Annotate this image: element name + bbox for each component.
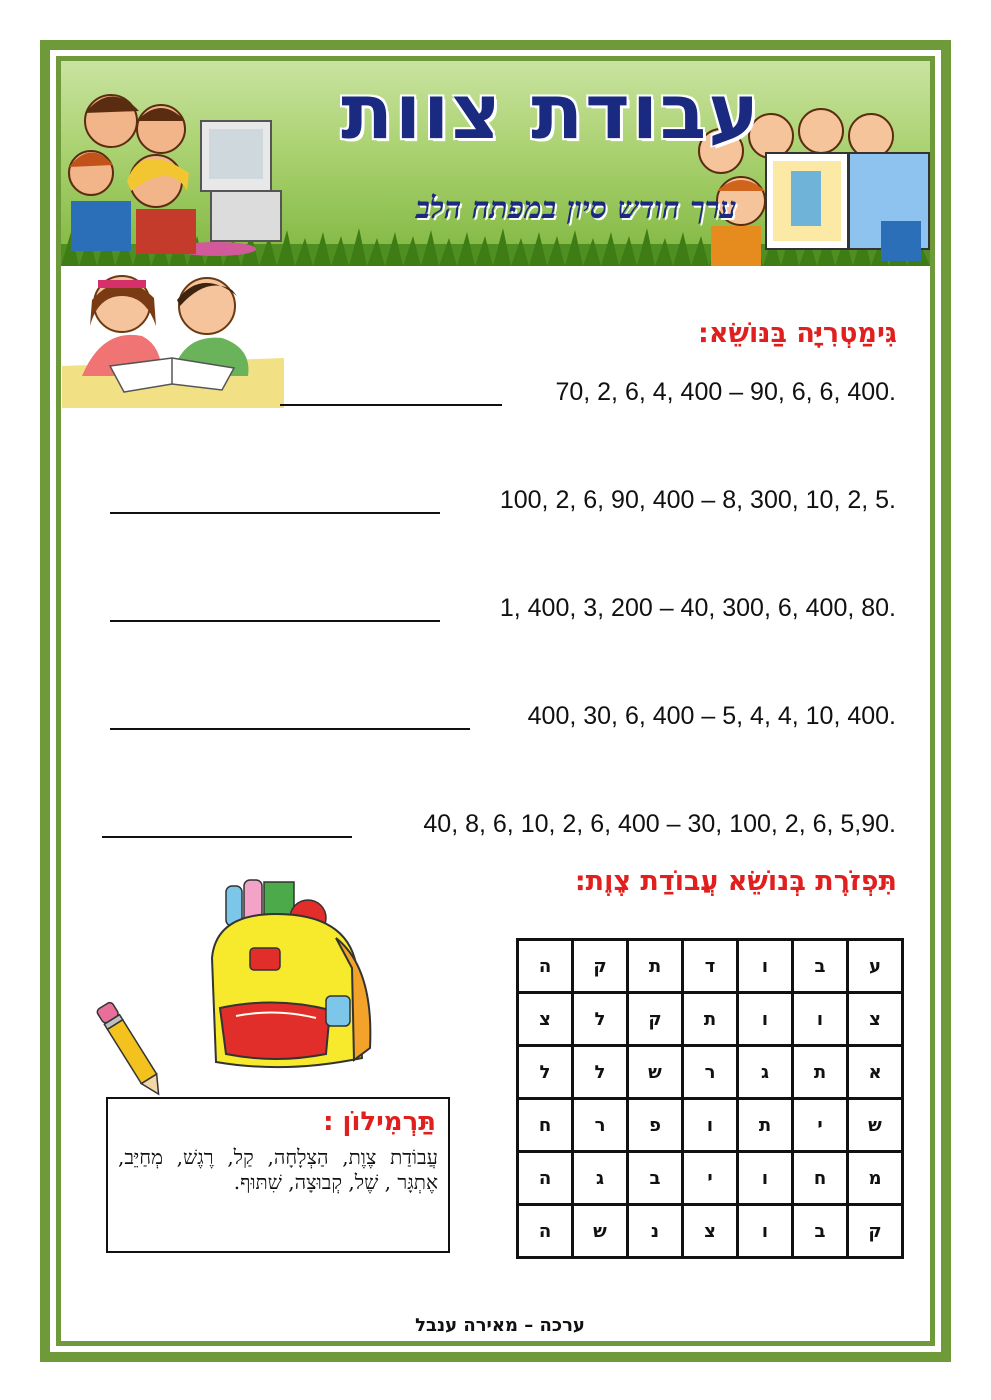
answer-line-3[interactable] [110, 620, 440, 622]
grid-row [518, 1205, 903, 1258]
grid-cell[interactable]: ל [518, 1046, 573, 1099]
grid-cell[interactable]: ע [848, 940, 903, 993]
question-text: 40, 8, 6, 10, 2, 6, 400 – 30, 100, 2, 6, 5,90. [423, 810, 896, 838]
grid-cell[interactable]: צ [518, 993, 573, 1046]
grid-cell[interactable]: ת [683, 993, 738, 1046]
gematria-question-2 [110, 486, 896, 522]
grid-cell[interactable]: ו [738, 940, 793, 993]
answer-line-1[interactable] [280, 404, 502, 406]
grid-cell[interactable]: י [793, 1099, 848, 1152]
grid-cell[interactable]: ח [518, 1099, 573, 1152]
grid-row [518, 940, 903, 993]
grid-cell[interactable]: מ [848, 1152, 903, 1205]
grid-cell[interactable]: ק [848, 1205, 903, 1258]
gematria-heading: גִּימַטְרִיָּה בַּנּוֹשֵׂא: [698, 318, 897, 349]
banner-subtitle: ערך חודש סיון במפתח הלב [415, 191, 737, 226]
kids-computer-illustration [61, 81, 291, 261]
gematria-question-5 [100, 810, 896, 846]
gematria-question-4 [110, 702, 896, 738]
kids-reading-illustration [62, 266, 284, 408]
grid-cell[interactable]: ו [738, 1152, 793, 1205]
glossary-title: תַּרְמִילוֹן : [323, 1107, 436, 1137]
grid-cell[interactable]: פ [628, 1099, 683, 1152]
grid-row [518, 1152, 903, 1205]
grid-cell[interactable]: ק [573, 940, 628, 993]
gematria-question-3 [110, 594, 896, 630]
grid-cell[interactable]: ה [518, 1152, 573, 1205]
grid-cell[interactable]: ש [628, 1046, 683, 1099]
pencil-illustration [86, 996, 176, 1104]
grid-row [518, 993, 903, 1046]
grid-cell[interactable]: ג [738, 1046, 793, 1099]
grid-cell[interactable]: נ [628, 1205, 683, 1258]
wordsearch-grid [516, 938, 904, 1259]
grid-cell[interactable]: ח [793, 1152, 848, 1205]
answer-line-4[interactable] [110, 728, 470, 730]
question-text: 100, 2, 6, 90, 400 – 8, 300, 10, 2, 5. [499, 486, 896, 514]
grid-cell[interactable]: ש [848, 1099, 903, 1152]
answer-line-2[interactable] [110, 512, 440, 514]
question-text: 1, 400, 3, 200 – 40, 300, 6, 400, 80. [499, 594, 896, 622]
banner [61, 61, 930, 266]
grid-cell[interactable]: ב [628, 1152, 683, 1205]
grid-cell[interactable]: ו [738, 1205, 793, 1258]
grid-row [518, 1099, 903, 1152]
question-text: 400, 30, 6, 400 – 5, 4, 4, 10, 400. [527, 702, 896, 730]
glossary-text: עֲבוֹדַת צֶוֶת, הַצְלָחָה, קַל, רֶגֶשׁ, מְחַיֵּב, אֶתְגָּר , שֶׁל, קְבוּצָה, שִׁתּוּף. [118, 1145, 438, 1194]
grid-cell[interactable]: ה [518, 940, 573, 993]
gematria-question-1 [280, 378, 896, 414]
backpack-illustration [206, 878, 376, 1078]
banner-title: עבודת צוות [341, 67, 761, 156]
grid-cell[interactable]: ה [518, 1205, 573, 1258]
grid-cell[interactable]: ת [793, 1046, 848, 1099]
grid-cell[interactable]: ק [628, 993, 683, 1046]
grid-cell[interactable]: ר [683, 1046, 738, 1099]
grid-cell[interactable]: ל [573, 1046, 628, 1099]
grid-cell[interactable]: צ [683, 1205, 738, 1258]
grid-cell[interactable]: ב [793, 940, 848, 993]
grid-cell[interactable]: י [683, 1152, 738, 1205]
question-text: 70, 2, 6, 4, 400 – 90, 6, 6, 400. [555, 378, 896, 406]
wordsearch-heading: תִּפְזֹרֶת בְּנוֹשֵׂא עֲבוֹדַת צֶוֶת: [574, 866, 897, 897]
grid-cell[interactable]: ו [738, 993, 793, 1046]
credit-footer: ערכה – מאירה ענבל [415, 1315, 585, 1336]
grid-cell[interactable]: צ [848, 993, 903, 1046]
answer-line-5[interactable] [102, 836, 352, 838]
grid-cell[interactable]: ת [628, 940, 683, 993]
grid-row [518, 1046, 903, 1099]
glossary-box [106, 1097, 450, 1253]
grid-cell[interactable]: ו [793, 993, 848, 1046]
grid-cell[interactable]: ר [573, 1099, 628, 1152]
grid-cell[interactable]: ש [573, 1205, 628, 1258]
grid-cell[interactable]: ב [793, 1205, 848, 1258]
grid-cell[interactable]: ת [738, 1099, 793, 1152]
grid-cell[interactable]: א [848, 1046, 903, 1099]
grid-cell[interactable]: ד [683, 940, 738, 993]
grid-cell[interactable]: ל [573, 993, 628, 1046]
grid-cell[interactable]: ו [683, 1099, 738, 1152]
grid-cell[interactable]: ג [573, 1152, 628, 1205]
